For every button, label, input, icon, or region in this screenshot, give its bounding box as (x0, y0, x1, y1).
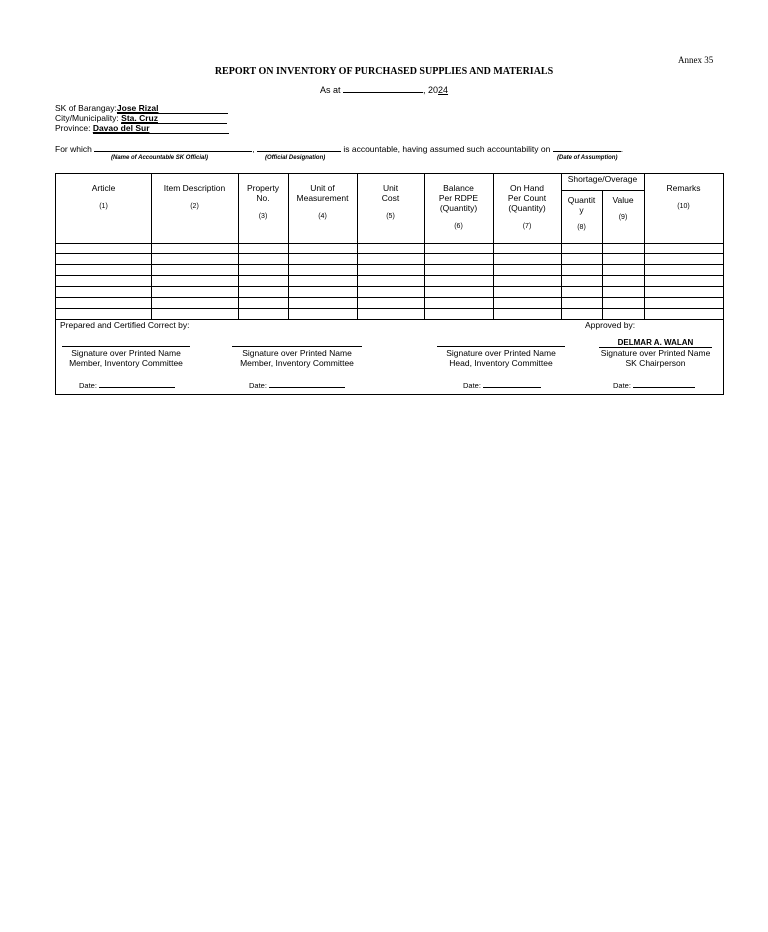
as-at-label: As at (319, 85, 341, 95)
header-article: Article (91, 183, 116, 193)
date-field (79, 380, 175, 390)
signature-line[interactable] (437, 346, 565, 347)
date-blank[interactable] (633, 380, 695, 388)
province-value[interactable]: Davao del Sur (93, 123, 229, 134)
signature-role: Member, Inventory Committee (69, 358, 183, 368)
designation-caption: (Official Designation) (265, 155, 326, 161)
header-property-no-num: (3) (258, 213, 268, 220)
signature-role: SK Chairperson (625, 358, 686, 368)
report-title: REPORT ON INVENTORY OF PURCHASED SUPPLIES AND MATERIALS (214, 66, 554, 77)
as-at-year-suffix: 24 (438, 85, 449, 95)
header-unit-of-measurement-num: (4) (318, 213, 327, 220)
signature-caption: Signature over Printed Name (71, 348, 181, 358)
date-field (613, 380, 695, 390)
period-text: . (620, 144, 624, 154)
header-property-no: Property No. (246, 183, 280, 203)
header-unit-cost: Unit Cost (381, 183, 400, 203)
header-quantity: Quantit y (567, 195, 596, 215)
as-at-year-prefix: , 20 (423, 85, 439, 95)
prepared-label: Prepared and Certified Correct by: (60, 320, 190, 330)
signature-line[interactable] (232, 346, 362, 347)
signature-line[interactable] (62, 346, 190, 347)
row-line (56, 264, 723, 265)
date-field (249, 380, 345, 390)
as-at-line (0, 83, 768, 95)
date-label: Date: (79, 381, 97, 390)
annex-label: Annex 35 (678, 55, 714, 65)
signature-caption: Signature over Printed Name (446, 348, 556, 358)
header-balance-per-rdpe: Balance Per RDPE (Quantity) (438, 183, 479, 213)
accountable-text: is accountable, having assumed such accountability on (343, 144, 551, 154)
signature-role: Member, Inventory Committee (240, 358, 354, 368)
date-label: Date: (463, 381, 481, 390)
designation-blank[interactable] (257, 143, 341, 152)
as-at-date-blank[interactable] (343, 83, 423, 93)
barangay-value[interactable]: Jose Rizal (117, 103, 228, 114)
name-caption: (Name of Accountable SK Official) (111, 155, 209, 161)
date-blank[interactable] (269, 380, 345, 388)
row-line (56, 308, 723, 309)
row-line (56, 243, 723, 244)
approver-name: DELMAR A. WALAN (617, 338, 694, 347)
signature-caption: Signature over Printed Name (600, 348, 711, 358)
header-quantity-num: (8) (577, 224, 586, 231)
date-field (463, 380, 541, 390)
header-on-hand-per-count: On Hand Per Count (Quantity) (507, 183, 547, 213)
row-line (56, 286, 723, 287)
barangay-label: SK of Barangay: (55, 103, 117, 113)
header-balance-per-rdpe-num: (6) (454, 223, 463, 230)
header-unit-cost-num: (5) (386, 213, 395, 220)
date-caption: (Date of Assumption) (557, 155, 618, 161)
accountability-line (55, 143, 623, 154)
header-on-hand-per-count-num: (7) (522, 223, 532, 230)
province-label: Province: (55, 123, 91, 133)
city-value[interactable]: Sta. Cruz (121, 113, 227, 124)
signature-role: Head, Inventory Committee (449, 358, 553, 368)
date-label: Date: (613, 381, 631, 390)
row-line (56, 297, 723, 298)
header-remarks-num: (10) (677, 203, 690, 210)
date-blank[interactable] (483, 380, 541, 388)
for-which-label: For which (55, 144, 92, 154)
row-line (56, 275, 723, 276)
inventory-table (55, 173, 724, 395)
city-label: City/Municipality: (55, 113, 119, 123)
header-remarks: Remarks (666, 183, 701, 193)
header-item-description-num: (2) (190, 203, 199, 210)
approved-label: Approved by: (585, 320, 636, 330)
row-line (56, 253, 723, 254)
col-divider (602, 190, 603, 319)
header-unit-of-measurement: Unit of Measurement (296, 183, 349, 203)
province-row (55, 123, 229, 134)
header-article-num: (1) (99, 203, 108, 210)
official-name-blank[interactable] (94, 143, 255, 154)
date-blank[interactable] (99, 380, 175, 388)
header-shortage-overage: Shortage/Overage (567, 174, 638, 184)
date-label: Date: (249, 381, 267, 390)
assumption-date-blank[interactable] (553, 143, 624, 154)
group-divider (561, 190, 644, 191)
comma-text: , (252, 144, 255, 154)
header-value: Value (612, 195, 634, 205)
header-item-description: Item Description (163, 183, 226, 193)
signature-caption: Signature over Printed Name (242, 348, 352, 358)
header-value-num: (9) (618, 214, 628, 221)
